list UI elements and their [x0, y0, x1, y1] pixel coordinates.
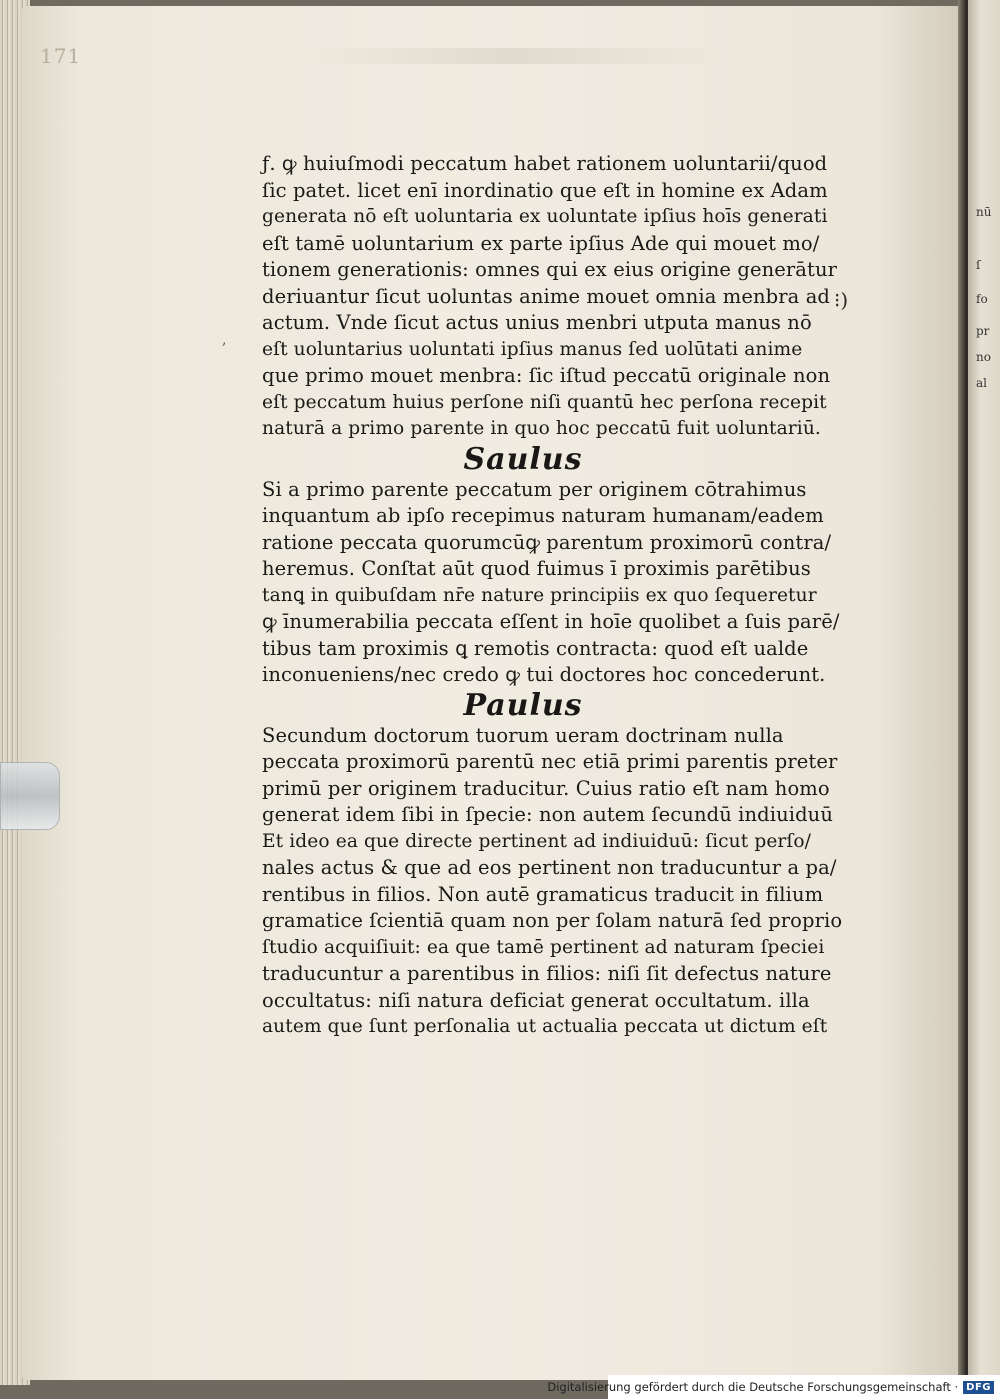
facing-fragment: no	[976, 350, 991, 364]
text-block	[262, 151, 843, 1041]
text-line: ꝙ īnumerabilia peccata eſſent in hoīe quolibet a ſuis parē/	[262, 610, 840, 633]
text-line: generata nō eſt uoluntaria ex uoluntate ipſius hoīs generati	[262, 206, 828, 227]
text-line: inquantum ab ipſo recepimus naturam humanam/eadem	[262, 504, 824, 527]
speaker-heading-saulus: Saulus	[463, 441, 583, 477]
text-line: generat idem ſibi in ſpecie: non autem ſecundū indiuiduū	[262, 803, 833, 826]
text-line: que primo mouet menbra: ſic iſtud peccatū originale non	[262, 364, 831, 387]
text-line: eſt tamē uoluntarium ex parte ipſius Ade qui mouet mo/	[262, 231, 820, 255]
paragraph-1	[262, 151, 838, 443]
speaker-heading-paulus: Paulus	[463, 687, 583, 723]
text-line: tibus tam proximis ꝗ remotis contracta: quod eſt ualde	[262, 636, 809, 660]
text-line: ratione peccata quorumcūꝙ parentum proximorū contra/	[262, 530, 832, 554]
paragraph-paulus	[262, 723, 843, 1041]
text-line: heremus. Conſtat aūt quod fuimus ī proximis parētibus	[262, 557, 811, 580]
dfg-logo: DFG	[963, 1381, 994, 1394]
text-line: Et ideo ea que directe pertinent ad indiuiduū: ſicut perſo/	[262, 830, 812, 852]
facing-fragment: ſ	[976, 258, 981, 272]
text-line: autem que ſunt perſonalia ut actualia peccata ut dictum eſt	[262, 1016, 828, 1037]
facing-fragment: fo	[976, 292, 988, 306]
text-line: Si a primo parente peccatum per originem cōtrahimus	[262, 477, 807, 501]
text-line: Secundum doctorum tuorum ueram doctrinam nulla	[262, 723, 784, 747]
footer-bar	[547, 1375, 1000, 1399]
text-line: ſic patet. licet enī inordinatio que eſt in homine ex Adam	[262, 178, 828, 202]
facing-fragment: al	[976, 376, 987, 390]
text-line: traducuntur a parentibus in filios: niſi ſit defectus nature	[262, 962, 832, 985]
text-line: nales actus & que ad eos pertinent non traducuntur a pa/	[262, 856, 837, 879]
margin-tick: ,	[222, 332, 227, 348]
paragraph-saulus	[262, 477, 840, 689]
text-line: peccata proximorū parentū nec etiā primi parentis preter	[262, 750, 838, 773]
facing-fragment: nū	[976, 205, 992, 219]
text-line: eſt uoluntarius uoluntati ipſius manus ſed uolūtati anime	[262, 338, 803, 360]
facing-fragment: pr	[976, 324, 990, 338]
text-line: gramatice ſcientiā quam non per ſolam naturā ſed proprio	[262, 909, 843, 932]
text-line: deriuantur ſicut uoluntas anime mouet omnia menbra ad	[262, 284, 831, 308]
show-through	[300, 48, 720, 64]
text-line: actum. Vnde ſicut actus unius menbri utputa manus nō	[262, 311, 812, 334]
text-line: rentibus in filios. Non autē gramaticus traducit in filium	[262, 882, 824, 906]
text-line: ƒ. ꝙ huiuſmodi peccatum habet rationem uoluntarii/quod	[262, 152, 828, 175]
facing-page	[968, 0, 1000, 1385]
text-line: naturā a primo parente in quo hoc peccatū fuit uoluntariū.	[262, 418, 821, 439]
text-line: ſtudio acquiſiuit: ea que tamē pertinent ad naturam ſpeciei	[262, 936, 825, 958]
text-line: eſt peccatum huius perſone niſi quantū hec perſona recepit	[262, 391, 827, 413]
page-clip	[0, 762, 60, 830]
margin-mark: ⁝)	[834, 288, 849, 312]
text-line: tionem generationis: omnes qui ex eius origine generātur	[262, 258, 838, 281]
text-line: inconueniens/nec credo ꝙ tui doctores hoc concederunt.	[262, 663, 826, 686]
text-line: tanꝗ in quibuſdam nr̄e nature principiis ex quo ſequeretur	[262, 584, 817, 606]
text-line: primū per originem traducitur. Cuius ratio eſt nam homo	[262, 776, 830, 800]
page-number: 171	[40, 44, 82, 68]
text-line: occultatus: niſi natura deficiat generat occultatum. illa	[262, 988, 810, 1012]
footer-credit: Digitalisierung gefördert durch die Deutsche Forschungsgemeinschaft ·	[547, 1380, 959, 1394]
